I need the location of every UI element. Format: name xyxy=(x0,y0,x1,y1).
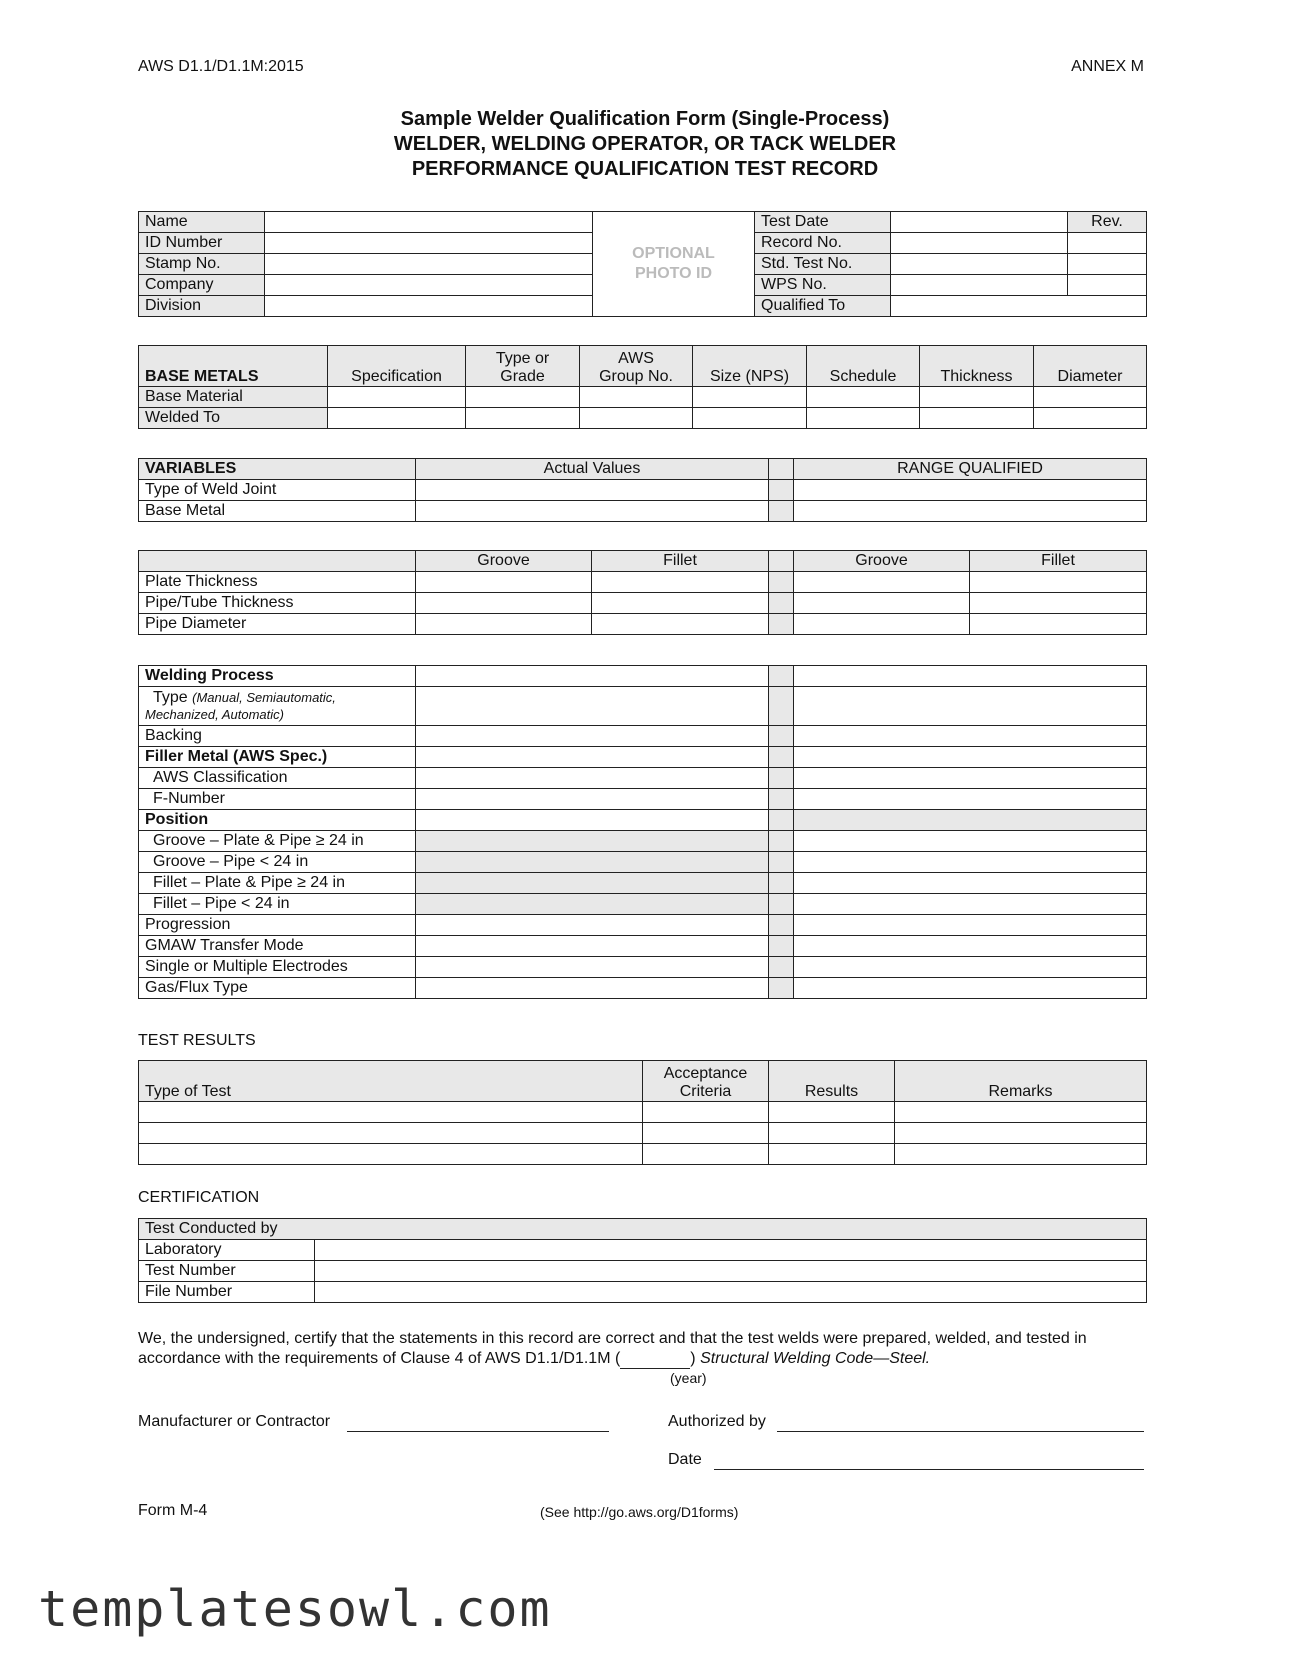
row-base-metal: Base Metal xyxy=(139,501,416,522)
diameter-groove[interactable] xyxy=(416,614,592,635)
test-results-heading: TEST RESULTS xyxy=(138,1032,256,1049)
welded-to-thickness[interactable] xyxy=(920,408,1034,429)
base-material-size[interactable] xyxy=(693,387,807,408)
pipe-groove[interactable] xyxy=(416,593,592,614)
row-electrodes: Single or Multiple Electrodes xyxy=(139,957,416,978)
label-stamp-no: Stamp No. xyxy=(139,254,265,275)
row-type xyxy=(139,687,416,726)
id-number-field[interactable] xyxy=(265,233,593,254)
std-test-no-field[interactable] xyxy=(891,254,1068,275)
spacer-cell xyxy=(769,726,794,747)
thickness-blank-header xyxy=(139,551,416,572)
document-code: AWS D1.1/D1.1M:2015 xyxy=(138,58,304,75)
label-company: Company xyxy=(139,275,265,296)
spacer-cell xyxy=(769,978,794,999)
row-plate-thickness: Plate Thickness xyxy=(139,572,416,593)
col-range-qualified: RANGE QUALIFIED xyxy=(794,459,1147,480)
label-test-date: Test Date xyxy=(755,212,891,233)
col-schedule: Schedule xyxy=(807,346,920,387)
plate-groove[interactable] xyxy=(416,572,592,593)
weld-joint-range[interactable] xyxy=(794,480,1147,501)
welded-to-diameter[interactable] xyxy=(1034,408,1147,429)
code-title: Structural Welding Code—Steel. xyxy=(700,1350,931,1367)
spacer-col xyxy=(769,551,794,572)
remark-3[interactable] xyxy=(895,1144,1147,1165)
authorized-label: Authorized by xyxy=(668,1413,766,1430)
spacer-cell xyxy=(769,747,794,768)
groove-pipe-actual xyxy=(416,852,769,873)
division-field[interactable] xyxy=(265,296,593,317)
base-material-diameter[interactable] xyxy=(1034,387,1147,408)
welded-to-size[interactable] xyxy=(693,408,807,429)
label-rev: Rev. xyxy=(1068,212,1147,233)
progression-actual[interactable] xyxy=(416,915,769,936)
pipe-fillet[interactable] xyxy=(592,593,769,614)
progression-range[interactable] xyxy=(794,915,1147,936)
spacer-cell xyxy=(769,831,794,852)
base-material-type[interactable] xyxy=(466,387,580,408)
row-aws-classification: AWS Classification xyxy=(139,768,416,789)
f-number-actual[interactable] xyxy=(416,789,769,810)
spacer-cell xyxy=(769,936,794,957)
company-field[interactable] xyxy=(265,275,593,296)
col-actual-fillet: Fillet xyxy=(592,551,769,572)
base-material-spec[interactable] xyxy=(328,387,466,408)
label-division: Division xyxy=(139,296,265,317)
wps-no-field[interactable] xyxy=(891,275,1068,296)
type-actual[interactable] xyxy=(416,687,769,726)
form-number: Form M-4 xyxy=(138,1502,208,1519)
welding-process-actual[interactable] xyxy=(416,666,769,687)
criteria-3[interactable] xyxy=(643,1144,769,1165)
watermark: templatesowl.com xyxy=(38,1580,552,1638)
spacer-cell xyxy=(769,915,794,936)
authorized-signature-line[interactable] xyxy=(777,1413,1144,1432)
pipe-range-fillet[interactable] xyxy=(970,593,1147,614)
form-title: Sample Welder Qualification Form (Single-Process) xyxy=(400,108,890,130)
welded-to-group[interactable] xyxy=(580,408,693,429)
fillet-pipe-range[interactable] xyxy=(794,894,1147,915)
file-number-field[interactable] xyxy=(315,1282,1147,1303)
row-fillet-pipe: Fillet – Pipe < 24 in xyxy=(139,894,416,915)
base-material-thickness[interactable] xyxy=(920,387,1034,408)
groove-plate-range[interactable] xyxy=(794,831,1147,852)
label-id-number: ID Number xyxy=(139,233,265,254)
photo-id-box xyxy=(593,212,755,317)
diameter-range-groove[interactable] xyxy=(794,614,970,635)
rev-field-2[interactable] xyxy=(1068,254,1147,275)
row-weld-joint: Type of Weld Joint xyxy=(139,480,416,501)
col-range-groove: Groove xyxy=(794,551,970,572)
col-type-of-test: Type of Test xyxy=(139,1061,643,1102)
spacer-cell xyxy=(769,593,794,614)
welding-process-range[interactable] xyxy=(794,666,1147,687)
spacer-cell xyxy=(769,572,794,593)
spacer-cell xyxy=(769,873,794,894)
forms-link[interactable]: (See http://go.aws.org/D1forms) xyxy=(540,1504,739,1520)
groove-plate-actual xyxy=(416,831,769,852)
fillet-plate-actual xyxy=(416,873,769,894)
base-metals-heading: BASE METALS xyxy=(139,346,328,387)
qualified-to-field[interactable] xyxy=(891,296,1147,317)
welded-to-type[interactable] xyxy=(466,408,580,429)
electrodes-range[interactable] xyxy=(794,957,1147,978)
base-material-group[interactable] xyxy=(580,387,693,408)
label-name: Name xyxy=(139,212,265,233)
row-test-conducted-by: Test Conducted by xyxy=(139,1219,1147,1240)
base-metal-range[interactable] xyxy=(794,501,1147,522)
variables-table xyxy=(138,458,1147,522)
col-diameter: Diameter xyxy=(1034,346,1147,387)
spacer-cell xyxy=(769,480,794,501)
spacer-cell xyxy=(769,789,794,810)
col-acceptance-criteria: Acceptance Criteria xyxy=(643,1061,769,1102)
row-pipe-diameter: Pipe Diameter xyxy=(139,614,416,635)
row-progression: Progression xyxy=(139,915,416,936)
weld-joint-actual[interactable] xyxy=(416,480,769,501)
spacer-cell xyxy=(769,501,794,522)
row-position: Position xyxy=(139,810,416,831)
identity-table xyxy=(138,211,1147,317)
certification-table xyxy=(138,1218,1147,1303)
test-type-3[interactable] xyxy=(139,1144,643,1165)
table-row xyxy=(139,1123,1147,1144)
table-row xyxy=(139,1144,1147,1165)
spacer-col xyxy=(769,459,794,480)
label-std-test-no: Std. Test No. xyxy=(755,254,891,275)
date-label: Date xyxy=(668,1451,702,1468)
gas-flux-range[interactable] xyxy=(794,978,1147,999)
annex-label: ANNEX M xyxy=(1071,58,1144,75)
base-metal-actual[interactable] xyxy=(416,501,769,522)
f-number-range[interactable] xyxy=(794,789,1147,810)
aws-class-actual[interactable] xyxy=(416,768,769,789)
col-actual-groove: Groove xyxy=(416,551,592,572)
result-3[interactable] xyxy=(769,1144,895,1165)
type-range[interactable] xyxy=(794,687,1147,726)
row-file-number: File Number xyxy=(139,1282,315,1303)
plate-range-groove[interactable] xyxy=(794,572,970,593)
col-remarks: Remarks xyxy=(895,1061,1147,1102)
row-base-material: Base Material xyxy=(139,387,328,408)
result-1[interactable] xyxy=(769,1102,895,1123)
row-gmaw: GMAW Transfer Mode xyxy=(139,936,416,957)
year-field[interactable] xyxy=(620,1368,690,1369)
row-gas-flux: Gas/Flux Type xyxy=(139,978,416,999)
spacer-cell xyxy=(769,666,794,687)
groove-pipe-range[interactable] xyxy=(794,852,1147,873)
gas-flux-actual[interactable] xyxy=(416,978,769,999)
rev-field-1[interactable] xyxy=(1068,233,1147,254)
diameter-range-fillet[interactable] xyxy=(970,614,1147,635)
backing-range[interactable] xyxy=(794,726,1147,747)
row-groove-plate: Groove – Plate & Pipe ≥ 24 in xyxy=(139,831,416,852)
photo-label-2: PHOTO ID xyxy=(634,265,713,282)
position-range xyxy=(794,810,1147,831)
variables-heading: VARIABLES xyxy=(139,459,416,480)
name-field[interactable] xyxy=(265,212,593,233)
photo-label-1: OPTIONAL xyxy=(632,245,715,262)
spacer-cell xyxy=(769,687,794,726)
test-type-1[interactable] xyxy=(139,1102,643,1123)
year-label: (year) xyxy=(670,1370,707,1386)
criteria-2[interactable] xyxy=(643,1123,769,1144)
spacer-cell xyxy=(769,810,794,831)
type-label: Type xyxy=(153,689,188,706)
spacer-cell xyxy=(769,957,794,978)
certification-statement: We, the undersigned, certify that the statements in this record are correct and that the test welds were prepared, welded, and tested in accordance with the requirements of Clause 4 of AWS D1.1/D1.1M ( ) Structural Welding Code—Steel. xyxy=(138,1330,1087,1367)
aws-class-range[interactable] xyxy=(794,768,1147,789)
date-line[interactable] xyxy=(714,1451,1144,1470)
test-date-field[interactable] xyxy=(891,212,1068,233)
gmaw-range[interactable] xyxy=(794,936,1147,957)
spacer-cell xyxy=(769,768,794,789)
row-pipe-thickness: Pipe/Tube Thickness xyxy=(139,593,416,614)
label-qualified-to: Qualified To xyxy=(755,296,891,317)
remark-1[interactable] xyxy=(895,1102,1147,1123)
thickness-table xyxy=(138,550,1147,635)
fillet-plate-range[interactable] xyxy=(794,873,1147,894)
col-results: Results xyxy=(769,1061,895,1102)
filler-range[interactable] xyxy=(794,747,1147,768)
base-material-schedule[interactable] xyxy=(807,387,920,408)
table-row xyxy=(139,1102,1147,1123)
welded-to-schedule[interactable] xyxy=(807,408,920,429)
row-welded-to: Welded To xyxy=(139,408,328,429)
stamp-no-field[interactable] xyxy=(265,254,593,275)
diameter-fillet[interactable] xyxy=(592,614,769,635)
base-metals-table xyxy=(138,345,1147,429)
col-specification: Specification xyxy=(328,346,466,387)
manufacturer-label: Manufacturer or Contractor xyxy=(138,1413,331,1430)
type-note-1: (Manual, Semiautomatic, xyxy=(192,690,336,705)
row-filler-metal: Filler Metal (AWS Spec.) xyxy=(139,747,416,768)
col-range-fillet: Fillet xyxy=(970,551,1147,572)
welded-to-spec[interactable] xyxy=(328,408,466,429)
row-welding-process: Welding Process xyxy=(139,666,416,687)
criteria-1[interactable] xyxy=(643,1102,769,1123)
plate-fillet[interactable] xyxy=(592,572,769,593)
row-test-number: Test Number xyxy=(139,1261,315,1282)
gmaw-actual[interactable] xyxy=(416,936,769,957)
label-record-no: Record No. xyxy=(755,233,891,254)
fillet-pipe-actual xyxy=(416,894,769,915)
type-note-2: Mechanized, Automatic) xyxy=(145,707,284,722)
remark-2[interactable] xyxy=(895,1123,1147,1144)
laboratory-field[interactable] xyxy=(315,1240,1147,1261)
label-wps-no: WPS No. xyxy=(755,275,891,296)
manufacturer-signature-line[interactable] xyxy=(347,1413,609,1432)
filler-actual[interactable] xyxy=(416,747,769,768)
certification-heading: CERTIFICATION xyxy=(138,1189,260,1206)
col-type-grade: Type or Grade xyxy=(466,346,580,387)
backing-actual[interactable] xyxy=(416,726,769,747)
spacer-cell xyxy=(769,894,794,915)
col-size: Size (NPS) xyxy=(693,346,807,387)
col-thickness: Thickness xyxy=(920,346,1034,387)
form-subtitle-1: WELDER, WELDING OPERATOR, OR TACK WELDER xyxy=(393,133,897,155)
spacer-cell xyxy=(769,852,794,873)
spacer-cell xyxy=(769,614,794,635)
col-actual-values: Actual Values xyxy=(416,459,769,480)
col-aws-group: AWS Group No. xyxy=(580,346,693,387)
row-fillet-plate: Fillet – Plate & Pipe ≥ 24 in xyxy=(139,873,416,894)
row-f-number: F-Number xyxy=(139,789,416,810)
electrodes-actual[interactable] xyxy=(416,957,769,978)
process-table xyxy=(138,665,1147,999)
pipe-range-groove[interactable] xyxy=(794,593,970,614)
position-actual[interactable] xyxy=(416,810,769,831)
plate-range-fillet[interactable] xyxy=(970,572,1147,593)
test-type-2[interactable] xyxy=(139,1123,643,1144)
result-2[interactable] xyxy=(769,1123,895,1144)
record-no-field[interactable] xyxy=(891,233,1068,254)
row-laboratory: Laboratory xyxy=(139,1240,315,1261)
form-subtitle-2: PERFORMANCE QUALIFICATION TEST RECORD xyxy=(411,158,879,180)
test-number-field[interactable] xyxy=(315,1261,1147,1282)
row-backing: Backing xyxy=(139,726,416,747)
row-groove-pipe: Groove – Pipe < 24 in xyxy=(139,852,416,873)
test-results-table xyxy=(138,1060,1147,1165)
rev-field-3[interactable] xyxy=(1068,275,1147,296)
